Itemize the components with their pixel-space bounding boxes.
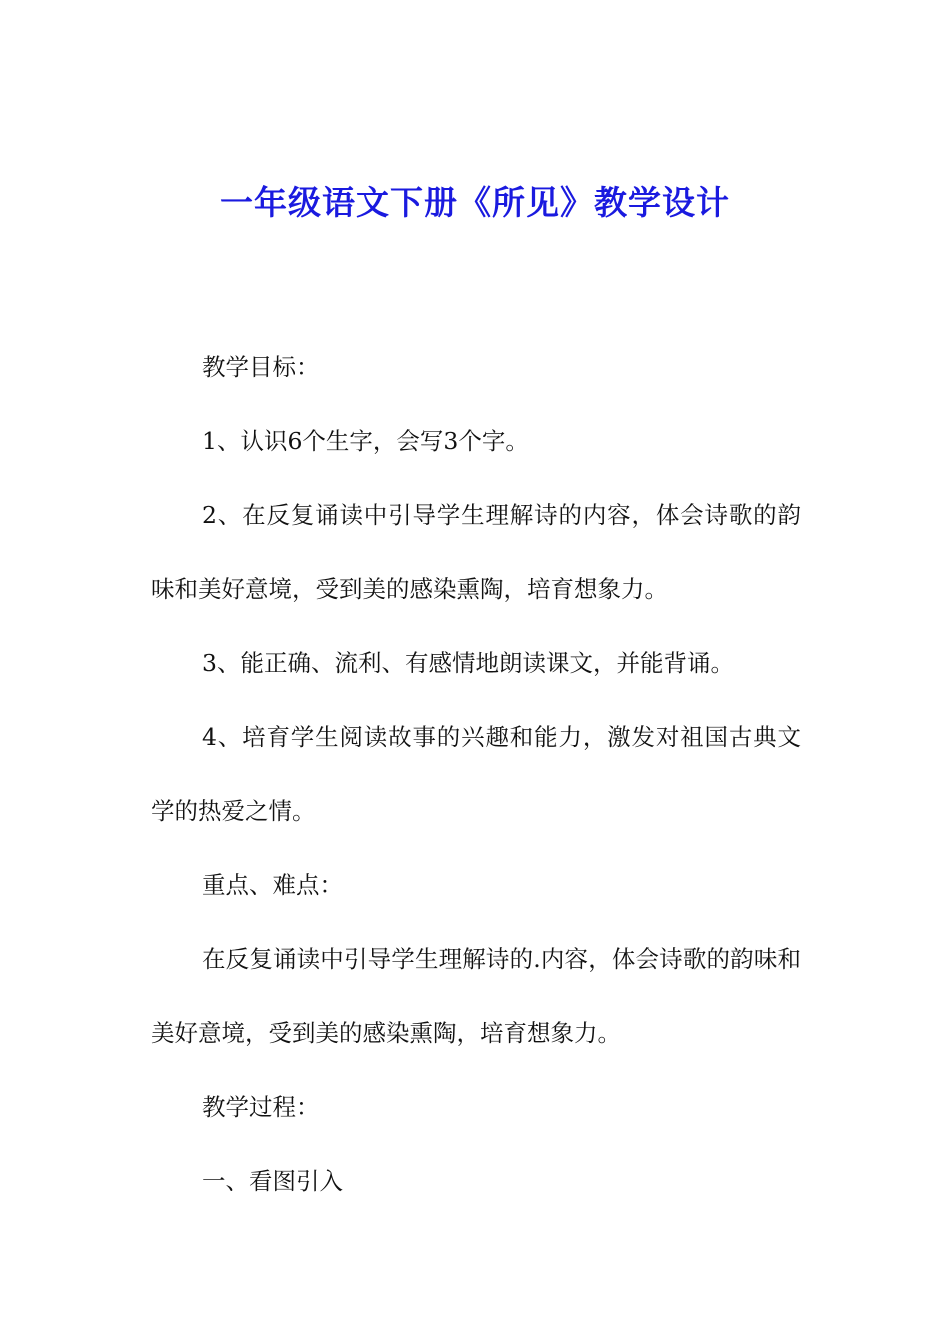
- paragraph-section-1: 一、看图引入: [202, 1167, 343, 1195]
- document-title: 一年级语文下册《所见》教学设计: [220, 183, 730, 222]
- paragraph-objective-1: 1、认识6个生字，会写3个字。: [202, 427, 529, 455]
- paragraph-process-heading: 教学过程：: [202, 1093, 320, 1121]
- paragraph-objectives-heading: 教学目标：: [202, 353, 320, 381]
- paragraph-key-points-heading: 重点、难点：: [202, 871, 343, 899]
- document-body: [151, 330, 801, 1218]
- paragraph-objective-3: 3、能正确、流利、有感情地朗读课文，并能背诵。: [202, 649, 734, 677]
- paragraph-objective-4: 4、培育学生阅读故事的兴趣和能力，激发对祖国古典文学的热爱之情。: [151, 723, 801, 825]
- paragraph-key-points: 在反复诵读中引导学生理解诗的.内容，体会诗歌的韵味和美好意境，受到美的感染熏陶，培育想象力。: [151, 945, 801, 1047]
- paragraph-objective-2: 2、在反复诵读中引导学生理解诗的内容，体会诗歌的韵味和美好意境，受到美的感染熏陶，培育想象力。: [151, 501, 801, 603]
